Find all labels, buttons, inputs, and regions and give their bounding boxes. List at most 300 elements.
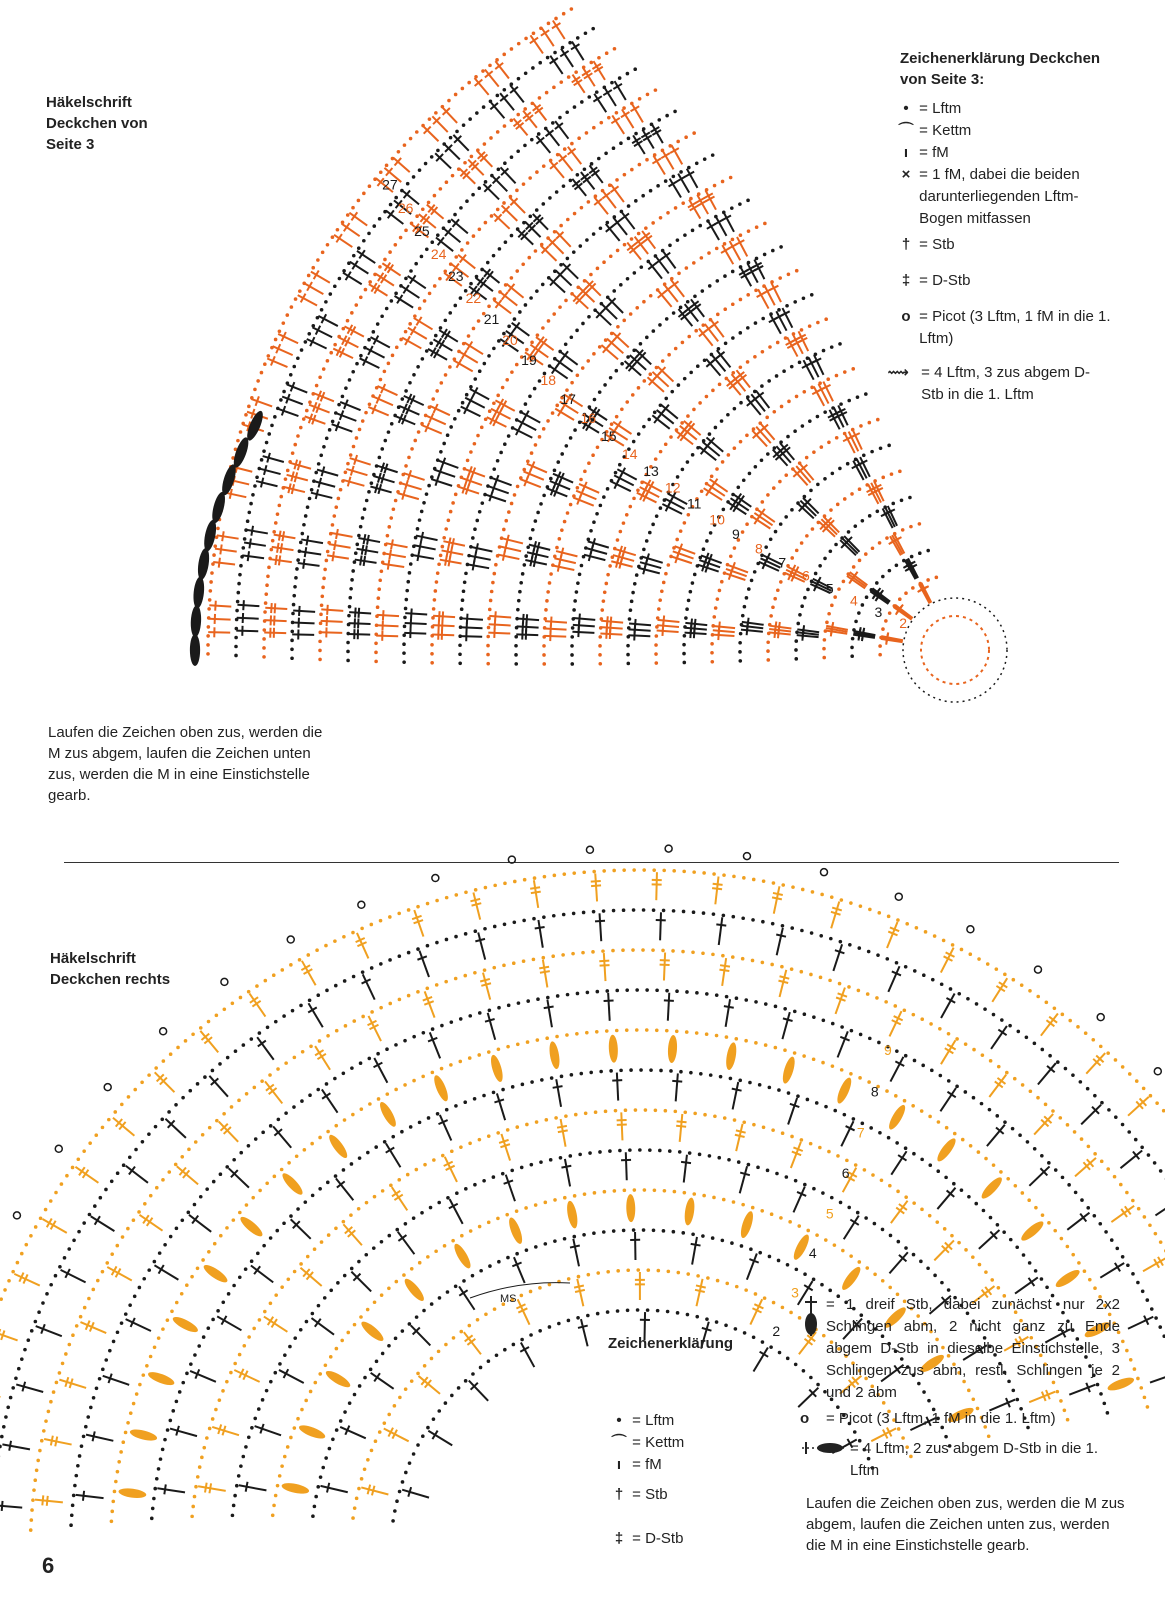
bottom-legend-text-dstb: = D-Stb <box>632 1530 684 1547</box>
chain-dot <box>181 1381 185 1385</box>
chain-dot <box>572 912 576 916</box>
chain-dot <box>716 1279 720 1283</box>
picot-mark <box>743 853 750 860</box>
chain-dot <box>99 1196 103 1200</box>
chain-dot <box>104 1358 108 1362</box>
chain-dot <box>343 1410 347 1414</box>
chain-dot <box>72 1494 76 1498</box>
chain-dot <box>957 1241 961 1245</box>
chain-dot <box>841 1249 845 1253</box>
chain-dot <box>133 1294 137 1298</box>
chain-dot <box>947 1079 951 1083</box>
chain-dot <box>132 1218 136 1222</box>
chain-dot <box>702 911 706 915</box>
chain-dot <box>484 886 488 890</box>
chain-dot <box>350 1267 354 1271</box>
chain-dot <box>352 975 356 979</box>
chain-dot <box>296 1417 300 1421</box>
chain-dot <box>715 1034 719 1038</box>
chain-dot <box>401 1480 405 1484</box>
chain-dot <box>444 1343 448 1347</box>
chain-dot <box>646 1268 650 1272</box>
chain-dot <box>1036 995 1040 999</box>
chain-dot <box>380 1240 384 1244</box>
chain-dot <box>598 1150 602 1154</box>
chain-dot <box>1045 1285 1049 1289</box>
stitch-bar <box>783 1018 793 1021</box>
chain-dot <box>58 1265 62 1269</box>
chain-dot <box>586 991 590 995</box>
chain-dot <box>692 870 696 874</box>
chain-dot <box>128 1303 132 1307</box>
chain-dot <box>1106 1051 1110 1055</box>
chain-dot <box>821 1191 825 1195</box>
chain-dot <box>567 1277 571 1281</box>
chain-dot <box>887 1136 891 1140</box>
chain-dot <box>801 888 805 892</box>
chain-dot <box>1121 1340 1125 1344</box>
stitch-bar <box>896 1208 904 1214</box>
chain-dot <box>1150 1307 1154 1311</box>
chain-dot <box>339 1419 343 1423</box>
stitch-mark <box>617 1073 618 1101</box>
chain-dot <box>904 1054 908 1058</box>
chain-dot <box>675 989 679 993</box>
chain-dot <box>298 958 302 962</box>
chain-dot <box>40 1439 44 1443</box>
chain-dot <box>651 948 655 952</box>
chain-dot <box>629 1068 633 1072</box>
chain-dot <box>45 1292 49 1296</box>
chain-dot <box>744 1288 748 1292</box>
chain-dot <box>23 1348 27 1352</box>
stitch-bar <box>740 1173 750 1176</box>
chain-dot <box>1033 1147 1037 1151</box>
chain-dot <box>484 1313 488 1317</box>
chain-dot <box>363 1467 367 1471</box>
chain-dot <box>235 1484 239 1488</box>
chain-dot <box>316 993 320 997</box>
chain-dot <box>888 1184 892 1188</box>
chain-dot <box>793 1051 797 1055</box>
chain-dot <box>997 1065 1001 1069</box>
chain-dot <box>772 881 776 885</box>
stitch-mark <box>684 1155 687 1183</box>
triple-stb-icon <box>800 1294 826 1404</box>
bottom-legend-text-lftm: = Lftm <box>632 1412 675 1429</box>
stitch-mark <box>656 872 657 900</box>
chain-dot <box>113 1490 117 1494</box>
stitch-bar <box>164 1484 165 1494</box>
chain-dot <box>488 1008 492 1012</box>
chain-dot <box>895 1141 899 1145</box>
stitch-mark <box>722 958 726 986</box>
chain-dot <box>388 958 392 962</box>
chain-dot <box>859 1033 863 1037</box>
stitch-bar <box>1121 1209 1127 1217</box>
chain-dot <box>568 1154 572 1158</box>
chain-dot <box>387 1234 391 1238</box>
chain-dot <box>218 1062 222 1066</box>
chain-dot <box>159 1457 163 1461</box>
chain-dot <box>197 1344 201 1348</box>
chain-dot <box>1137 1207 1141 1211</box>
chain-dot <box>64 1352 68 1356</box>
chain-dot <box>262 1244 266 1248</box>
stitch-bar <box>776 934 786 936</box>
chain-dot <box>582 1233 586 1237</box>
cluster-mark <box>238 1214 265 1239</box>
chain-dot <box>824 1105 828 1109</box>
chain-dot <box>174 1103 178 1107</box>
stitch-bar <box>475 939 485 941</box>
stitch-mark <box>660 912 661 940</box>
chain-dot <box>1136 1281 1140 1285</box>
chain-dot <box>688 1151 692 1155</box>
chain-dot <box>540 1078 544 1082</box>
chain-dot <box>711 953 715 957</box>
cluster-mark <box>724 1042 738 1071</box>
round-number: 27 <box>382 176 398 193</box>
chain-dot <box>574 1113 578 1117</box>
chain-dot <box>928 1163 932 1167</box>
chain-dot <box>686 1272 690 1276</box>
chain-dot <box>379 919 383 923</box>
chain-dot <box>544 1242 548 1246</box>
page-number: 6 <box>42 1553 55 1578</box>
chain-dot <box>482 1179 486 1183</box>
chain-dot <box>1047 1221 1051 1225</box>
chain-dot <box>632 868 636 872</box>
chain-dot <box>253 1417 257 1421</box>
chain-dot <box>0 1445 2 1449</box>
chain-dot <box>505 1213 509 1217</box>
chain-dot <box>751 959 755 963</box>
chain-dot <box>314 1495 318 1499</box>
chain-dot <box>283 1353 287 1357</box>
chain-dot <box>570 1073 574 1077</box>
chain-dot <box>877 1041 881 1045</box>
stitch-mark <box>556 1079 561 1107</box>
chain-dot <box>299 1262 303 1266</box>
chain-dot <box>342 1220 346 1224</box>
chain-dot <box>408 1461 412 1465</box>
chain-dot <box>372 1246 376 1250</box>
chain-dot <box>642 1228 646 1232</box>
stitch-mark <box>419 951 429 977</box>
chain-dot <box>563 1196 567 1200</box>
chain-dot <box>1113 1175 1117 1179</box>
chain-dot <box>506 1256 510 1260</box>
chain-dot <box>1141 1289 1145 1293</box>
chain-dot <box>370 1449 374 1453</box>
stitch-mark <box>86 1435 113 1441</box>
chain-dot <box>309 1390 313 1394</box>
chain-dot <box>476 1318 480 1322</box>
chain-dot <box>149 1355 153 1359</box>
chain-dot <box>351 931 355 935</box>
chain-dot <box>288 1345 292 1349</box>
chain-dot <box>708 1154 712 1158</box>
chain-dot <box>681 1231 685 1235</box>
chain-dot <box>854 1163 858 1167</box>
chain-dot <box>928 1214 932 1218</box>
stitch-mark <box>676 1073 678 1101</box>
chain-dot <box>904 1246 908 1250</box>
chain-dot <box>562 872 566 876</box>
stitch-bar <box>735 1135 745 1137</box>
chain-dot <box>412 1079 416 1083</box>
stitch-mark <box>736 1124 742 1151</box>
chain-dot <box>407 994 411 998</box>
chain-dot <box>446 1196 450 1200</box>
chain-dot <box>71 1166 75 1170</box>
stitch-mark <box>565 1159 570 1187</box>
chain-dot <box>464 932 468 936</box>
cluster-mark <box>1054 1267 1082 1290</box>
chain-dot <box>1127 1130 1131 1134</box>
chain-dot <box>571 952 575 956</box>
cluster-mark <box>548 1041 562 1070</box>
chain-dot <box>952 1182 956 1186</box>
chain-dot <box>87 1297 91 1301</box>
chain-dot <box>725 995 729 999</box>
stitch-bar <box>664 1000 674 1001</box>
chain-dot <box>681 950 685 954</box>
stitch-bar <box>720 965 730 966</box>
chain-dot <box>783 1048 787 1052</box>
chain-dot <box>361 1015 365 1019</box>
chain-dot <box>977 1150 981 1154</box>
chain-dot <box>972 1048 976 1052</box>
chain-dot <box>532 958 536 962</box>
round-number: 5 <box>825 1205 834 1222</box>
chain-dot <box>723 1116 727 1120</box>
chain-dot <box>462 1279 466 1283</box>
chain-dot <box>608 1149 612 1153</box>
chain-dot <box>1083 1269 1087 1273</box>
stitch-bar <box>695 1290 705 1292</box>
chain-dot <box>818 1146 822 1150</box>
stitch-bar <box>570 1246 580 1248</box>
chain-dot <box>426 944 430 948</box>
stitch-bar <box>93 1431 95 1441</box>
chain-dot <box>211 1417 215 1421</box>
chain-dot <box>158 1251 162 1255</box>
chain-dot <box>999 1170 1003 1174</box>
chain-dot <box>408 1322 412 1326</box>
chain-dot <box>532 917 536 921</box>
chain-dot <box>121 1440 125 1444</box>
chain-dot <box>404 1222 408 1226</box>
chain-dot <box>68 1343 72 1347</box>
chain-dot <box>369 1368 373 1372</box>
chain-dot <box>454 935 458 939</box>
chain-dot <box>355 1497 359 1501</box>
chain-dot <box>61 1362 65 1366</box>
stitch-mark <box>320 1486 347 1492</box>
chain-dot <box>202 1335 206 1339</box>
chain-dot <box>503 882 507 886</box>
cluster-mark <box>1019 1219 1046 1244</box>
chain-dot <box>127 1095 131 1099</box>
chain-dot <box>786 1357 790 1361</box>
cluster-mark <box>359 1319 386 1344</box>
chain-dot <box>1087 1145 1091 1149</box>
chain-dot <box>594 1110 598 1114</box>
chain-dot <box>859 904 863 908</box>
stitch-mark <box>440 1115 451 1141</box>
chain-dot <box>3 1288 7 1292</box>
stitch-bar <box>544 1007 554 1009</box>
chain-dot <box>849 901 853 905</box>
picot-mark <box>104 1084 111 1091</box>
chain-dot <box>311 1194 315 1198</box>
chain-dot <box>394 1088 398 1092</box>
bottom-legend <box>610 1410 684 1550</box>
chain-dot <box>211 1069 215 1073</box>
chain-dot <box>398 998 402 1002</box>
stitch-mark <box>0 1505 22 1507</box>
chain-dot <box>324 1456 328 1460</box>
chain-dot <box>732 1200 736 1204</box>
stitch-bar <box>47 1496 48 1506</box>
chain-dot <box>712 872 716 876</box>
chain-dot <box>410 1379 414 1383</box>
chain-dot <box>389 1183 393 1187</box>
chain-dot <box>624 1108 628 1112</box>
chain-dot <box>913 1059 917 1063</box>
stitch-mark <box>573 1239 579 1266</box>
chain-dot <box>800 1138 804 1142</box>
chain-dot <box>984 1270 988 1274</box>
chain-dot <box>567 1319 571 1323</box>
chain-dot <box>503 1348 507 1352</box>
chain-dot <box>840 898 844 902</box>
chain-dot <box>1053 1229 1057 1233</box>
chain-dot <box>258 1189 262 1193</box>
stitch-mark <box>2 1444 30 1449</box>
stitch-mark <box>841 1121 853 1146</box>
chain-dot <box>662 869 666 873</box>
chain-dot <box>449 1063 453 1067</box>
chain-dot <box>272 1504 276 1508</box>
chain-dot <box>915 926 919 930</box>
chain-dot <box>705 1032 709 1036</box>
chain-dot <box>888 1286 892 1290</box>
chain-dot <box>162 1059 166 1063</box>
chain-dot <box>548 1283 552 1287</box>
chain-dot <box>800 929 804 933</box>
chain-dot <box>473 929 477 933</box>
chain-dot <box>1045 1001 1049 1005</box>
chain-dot <box>101 1368 105 1372</box>
stitch-bar <box>209 1483 211 1493</box>
chain-dot <box>1014 1184 1018 1188</box>
chain-dot <box>947 1032 951 1036</box>
stitch-mark <box>608 993 610 1021</box>
chain-dot <box>849 1254 853 1258</box>
chain-dot <box>94 1133 98 1137</box>
chain-dot <box>2 1425 6 1429</box>
chain-dot <box>885 957 889 961</box>
chain-dot <box>436 1112 440 1116</box>
chain-dot <box>261 1131 265 1135</box>
chain-dot <box>930 1069 934 1073</box>
chain-dot <box>395 1228 399 1232</box>
chain-dot <box>80 1444 84 1448</box>
chain-dot <box>334 1124 338 1128</box>
bar-icon: ı <box>616 1456 622 1473</box>
chain-dot <box>995 1114 999 1118</box>
chain-dot <box>982 1209 986 1213</box>
chain-dot <box>334 984 338 988</box>
chain-dot <box>771 922 775 926</box>
chain-dot <box>221 1389 225 1393</box>
chain-dot <box>940 1281 944 1285</box>
chain-dot <box>1047 1161 1051 1165</box>
chain-dot <box>132 1402 136 1406</box>
chain-dot <box>523 878 527 882</box>
chain-dot <box>247 1435 251 1439</box>
chain-dot <box>385 1092 389 1096</box>
chain-dot <box>1140 1145 1144 1149</box>
chain-dot <box>452 1336 456 1340</box>
chain-dot <box>733 1118 737 1122</box>
chain-dot <box>124 1431 128 1435</box>
chain-dot <box>120 1103 124 1107</box>
chain-dot <box>592 870 596 874</box>
chain-dot <box>912 1253 916 1257</box>
chain-dot <box>1077 1261 1081 1265</box>
chain-dot <box>37 1310 41 1314</box>
chain-dot <box>1154 1316 1158 1320</box>
chain-dot <box>847 985 851 989</box>
chain-dot <box>329 1288 333 1292</box>
stitch-mark <box>488 1013 496 1040</box>
chain-dot <box>764 1043 768 1047</box>
chain-dot <box>437 1350 441 1354</box>
chain-dot <box>551 954 555 958</box>
chain-dot <box>672 869 676 873</box>
chain-dot <box>155 1186 159 1190</box>
chain-dot <box>1073 1130 1077 1134</box>
chain-dot <box>280 968 284 972</box>
chain-dot <box>967 1195 971 1199</box>
chain-dot <box>545 1118 549 1122</box>
chain-dot <box>450 1394 454 1398</box>
chain-dot <box>824 1238 828 1242</box>
chain-dot <box>1104 1230 1108 1234</box>
chain-dot <box>416 1372 420 1376</box>
stitch-bar <box>558 1130 568 1132</box>
chain-dot <box>983 1007 987 1011</box>
chain-dot <box>897 1240 901 1244</box>
chain-dot <box>820 1283 824 1287</box>
chain-dot <box>418 1121 422 1125</box>
chain-dot <box>404 1471 408 1475</box>
chain-dot <box>458 1060 462 1064</box>
chain-dot <box>1054 1168 1058 1172</box>
chain-dot <box>1071 1073 1075 1077</box>
chain-dot <box>741 1203 745 1207</box>
chain-dot <box>1067 1183 1071 1187</box>
chain-dot <box>344 1024 348 1028</box>
chain-dot <box>207 1250 211 1254</box>
chain-dot <box>581 951 585 955</box>
chain-dot <box>819 934 823 938</box>
chain-dot <box>41 1301 45 1305</box>
